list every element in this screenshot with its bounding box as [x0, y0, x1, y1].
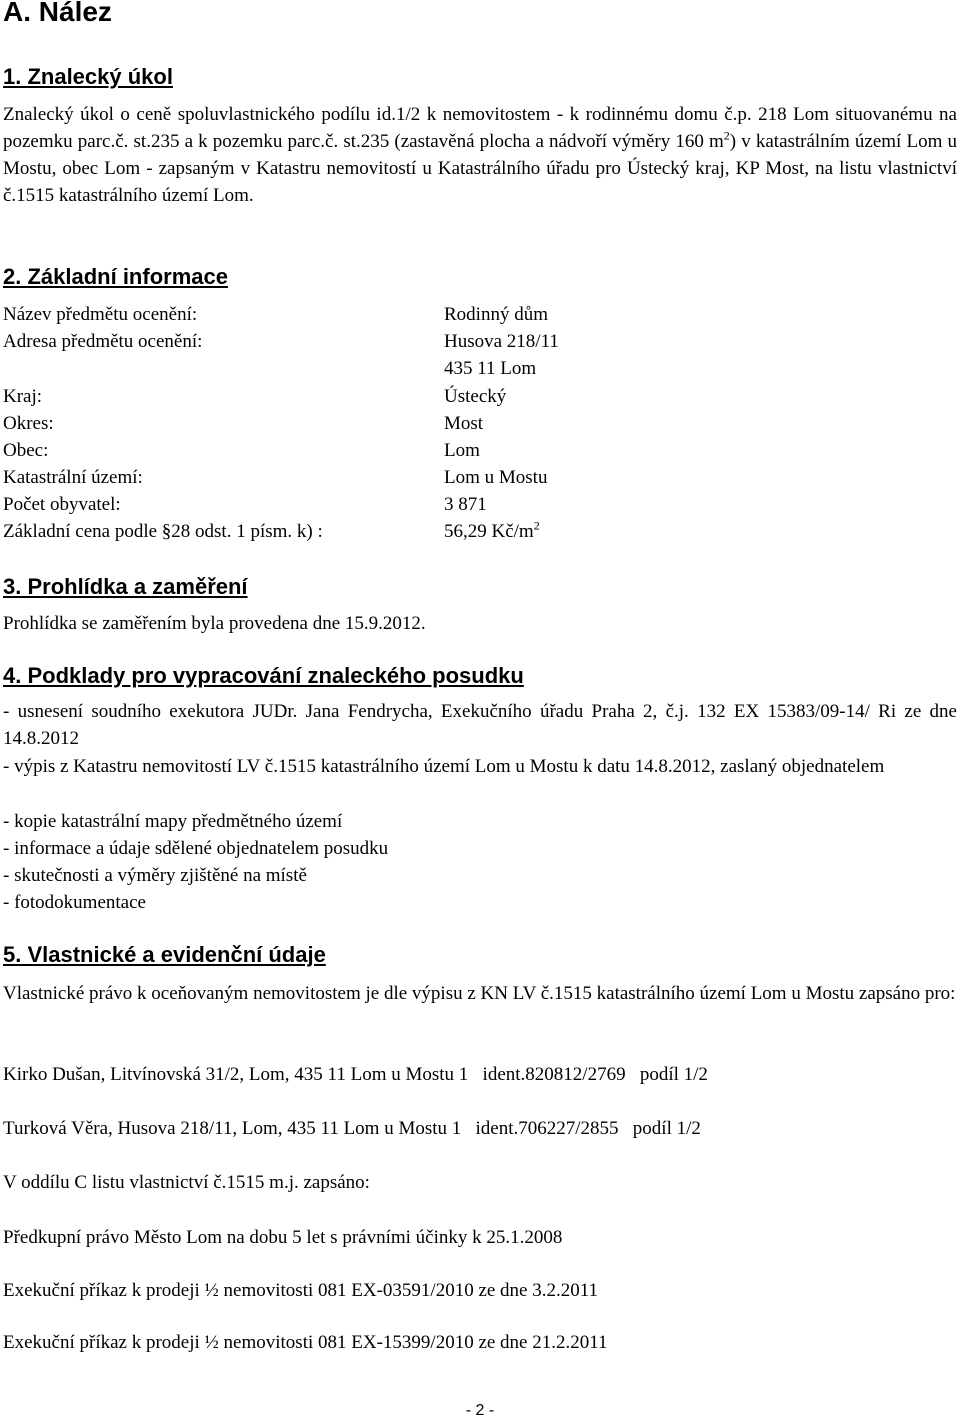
info-value-katastralni-uzemi: Lom u Mostu — [444, 467, 548, 488]
section-heading-zakladni-informace: 2. Základní informace — [3, 264, 228, 289]
section-heading-znalecky-ukol: 1. Znalecký úkol — [3, 64, 173, 89]
podklady-item-informace: - informace a údaje sdělené objednatelem posudku — [3, 838, 389, 859]
section-1-paragraph — [3, 101, 957, 209]
price-superscript: 2 — [533, 518, 540, 533]
price-value: 56,29 Kč/m — [444, 521, 534, 542]
encumbrance-entry: Předkupní právo Město Lom na dobu 5 let s právními účinky k 25.1.2008 — [3, 1227, 563, 1248]
info-value-adresa: Husova 218/11 — [444, 331, 559, 352]
section-3-text: Prohlídka se zaměřením byla provedena dne 15.9.2012. — [3, 613, 426, 634]
section-heading-podklady: 4. Podklady pro vypracování znaleckého posudku — [3, 663, 524, 688]
info-value-pocet-obyvatel: 3 871 — [444, 494, 487, 515]
owner-row: Turková Věra, Husova 218/11, Lom, 435 11 Lom u Mostu 1 ident.706227/2855 podíl 1/2 — [3, 1118, 701, 1139]
info-value-adresa-city: 435 11 Lom — [444, 358, 537, 379]
encumbrance-entry: Exekuční příkaz k prodeji ½ nemovitosti 081 EX-15399/2010 ze dne 21.2.2011 — [3, 1332, 608, 1353]
info-label-adresa: Adresa předmětu ocenění: — [3, 331, 203, 352]
info-value-okres: Most — [444, 413, 484, 434]
podklady-item-skutecnosti: - skutečnosti a výměry zjištěné na místě — [3, 865, 307, 886]
info-label-katastralni-uzemi: Katastrální území: — [3, 467, 143, 488]
encumbrance-entry: Exekuční příkaz k prodeji ½ nemovitosti 081 EX-03591/2010 ze dne 3.2.2011 — [3, 1280, 599, 1301]
page-number: - 2 - — [465, 1402, 495, 1419]
owner-row: Kirko Dušan, Litvínovská 31/2, Lom, 435 11 Lom u Mostu 1 ident.820812/2769 podíl 1/2 — [3, 1064, 708, 1085]
info-value-zakladni-cena — [444, 518, 540, 545]
info-value-nazev: Rodinný dům — [444, 304, 548, 325]
podklady-item-vypis: - výpis z Katastru nemovitostí LV č.1515 katastrálního území Lom u Mostu k datu 14.8.2012, zaslaný objednatelem — [3, 756, 885, 777]
section-1-text-a: Znalecký úkol o ceně spoluvlastnického podílu id.1/2 k nemovitostem - k rodinnému domu č.p. 218 Lom situovanému na pozemku parc.č. st.235 a k pozemku parc.č. st.235 (zastavěná plocha a nádvoří výměry 160 m — [3, 104, 957, 152]
podklady-item-mapa: - kopie katastrální mapy předmětného území — [3, 811, 343, 832]
podklady-item-usneseni: - usnesení soudního exekutora JUDr. Jana Fendrycha, Exekučního úřadu Praha 2, č.j. 132 EX 15383/09-14/ Ri ze dne 14.8.2012 — [3, 701, 957, 749]
part-c-heading: V oddílu C listu vlastnictví č.1515 m.j. zapsáno: — [3, 1172, 370, 1193]
info-label-okres: Okres: — [3, 413, 54, 434]
section-heading-vlastnicke-udaje: 5. Vlastnické a evidenční údaje — [3, 942, 326, 967]
vlastnicke-intro: Vlastnické právo k oceňovaným nemovitostem je dle výpisu z KN LV č.1515 katastrálního území Lom u Mostu zapsáno pro: — [3, 983, 956, 1004]
superscript-2: 2 — [723, 128, 730, 143]
section-heading-prohlidka: 3. Prohlídka a zaměření — [3, 574, 248, 599]
info-label-nazev: Název předmětu ocenění: — [3, 304, 198, 325]
info-label-kraj: Kraj: — [3, 386, 43, 407]
document-title: A. Nález — [3, 0, 112, 27]
info-value-kraj: Ústecký — [444, 386, 507, 407]
info-label-obec: Obec: — [3, 440, 49, 461]
info-label-pocet-obyvatel: Počet obyvatel: — [3, 494, 121, 515]
section-1-text-b: ) v katastrálním území Lom u Mostu, obec Lom - zapsaným v Katastru nemovitostí u Katastrálního úřadu pro Ústecký kraj, KP Most, na listu vlastnictví č.1515 katastrálního území Lom. — [3, 131, 957, 206]
podklady-item-fotodokumentace: - fotodokumentace — [3, 892, 146, 913]
info-value-obec: Lom — [444, 440, 480, 461]
info-label-zakladni-cena: Základní cena podle §28 odst. 1 písm. k) : — [3, 521, 323, 542]
